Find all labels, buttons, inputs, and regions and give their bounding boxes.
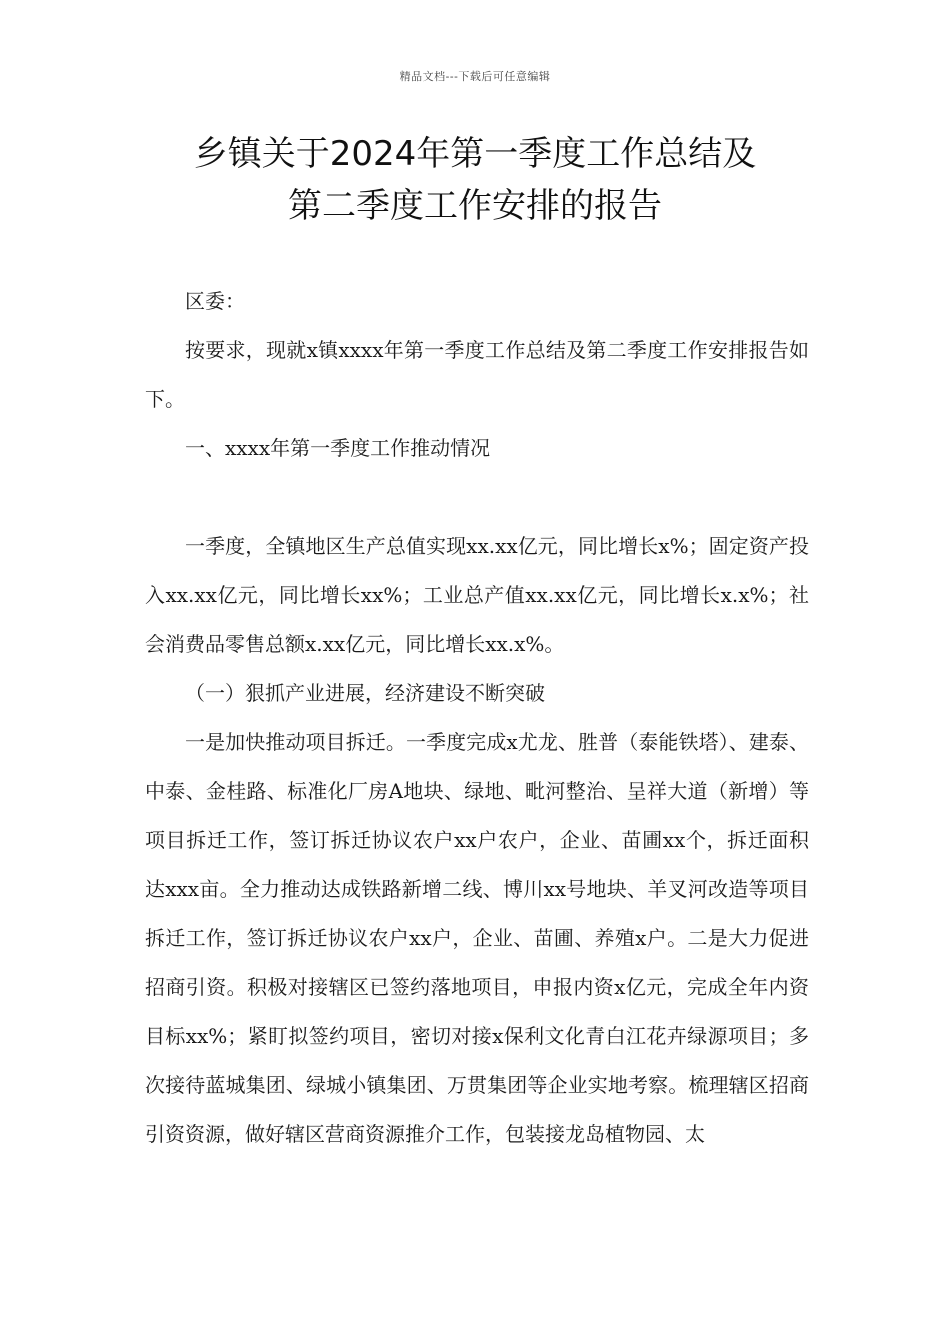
detail-paragraph: 一是加快推动项目拆迁。一季度完成x尤龙、胜普（泰能铁塔）、建泰、中泰、金桂路、标准化厂房A地块、绿地、毗河整治、呈祥大道（新增）等项目拆迁工作，签订拆迁协议农户xx户农户，企业、苗圃xx个，拆迁面积达xxx亩。全力推动达成铁路新增二线、博川xx号地块、羊叉河改造等项目拆迁工作，签订拆迁协议农户xx户，企业、苗圃、养殖x户。二是大力促进招商引资。积极对接辖区已签约落地项目，申报内资x亿元，完成全年内资目标xx%；紧盯拟签约项目，密切对接x保利文化青白江花卉绿源项目；多次接待蓝城集团、绿城小镇集团、万贯集团等企业实地考察。梳理辖区招商引资资源，做好辖区营商资源推介工作，包装接龙岛植物园、太 <box>145 730 809 1146</box>
document-body <box>145 277 809 1159</box>
salutation: 区委： <box>185 289 245 313</box>
subsection-heading: （一）狠抓产业进展，经济建设不断突破 <box>185 681 545 705</box>
summary-paragraph: 一季度，全镇地区生产总值实现xx.xx亿元，同比增长x%；固定资产投入xx.xx亿元，同比增长xx%；工业总产值xx.xx亿元，同比增长x.x%；社会消费品零售总额x.xx亿元，同比增长xx.x%。 <box>145 534 809 656</box>
title-line-1: 乡镇关于2024年第一季度工作总结及 <box>193 134 757 174</box>
title-line-2: 第二季度工作安排的报告 <box>288 186 662 226</box>
document-title <box>100 128 850 232</box>
header-note: 精品文档---下载后可任意编辑 <box>399 70 551 83</box>
section-heading: 一、xxxx年第一季度工作推动情况 <box>185 436 491 460</box>
intro-paragraph: 按要求，现就x镇xxxx年第一季度工作总结及第二季度工作安排报告如下。 <box>145 338 809 411</box>
